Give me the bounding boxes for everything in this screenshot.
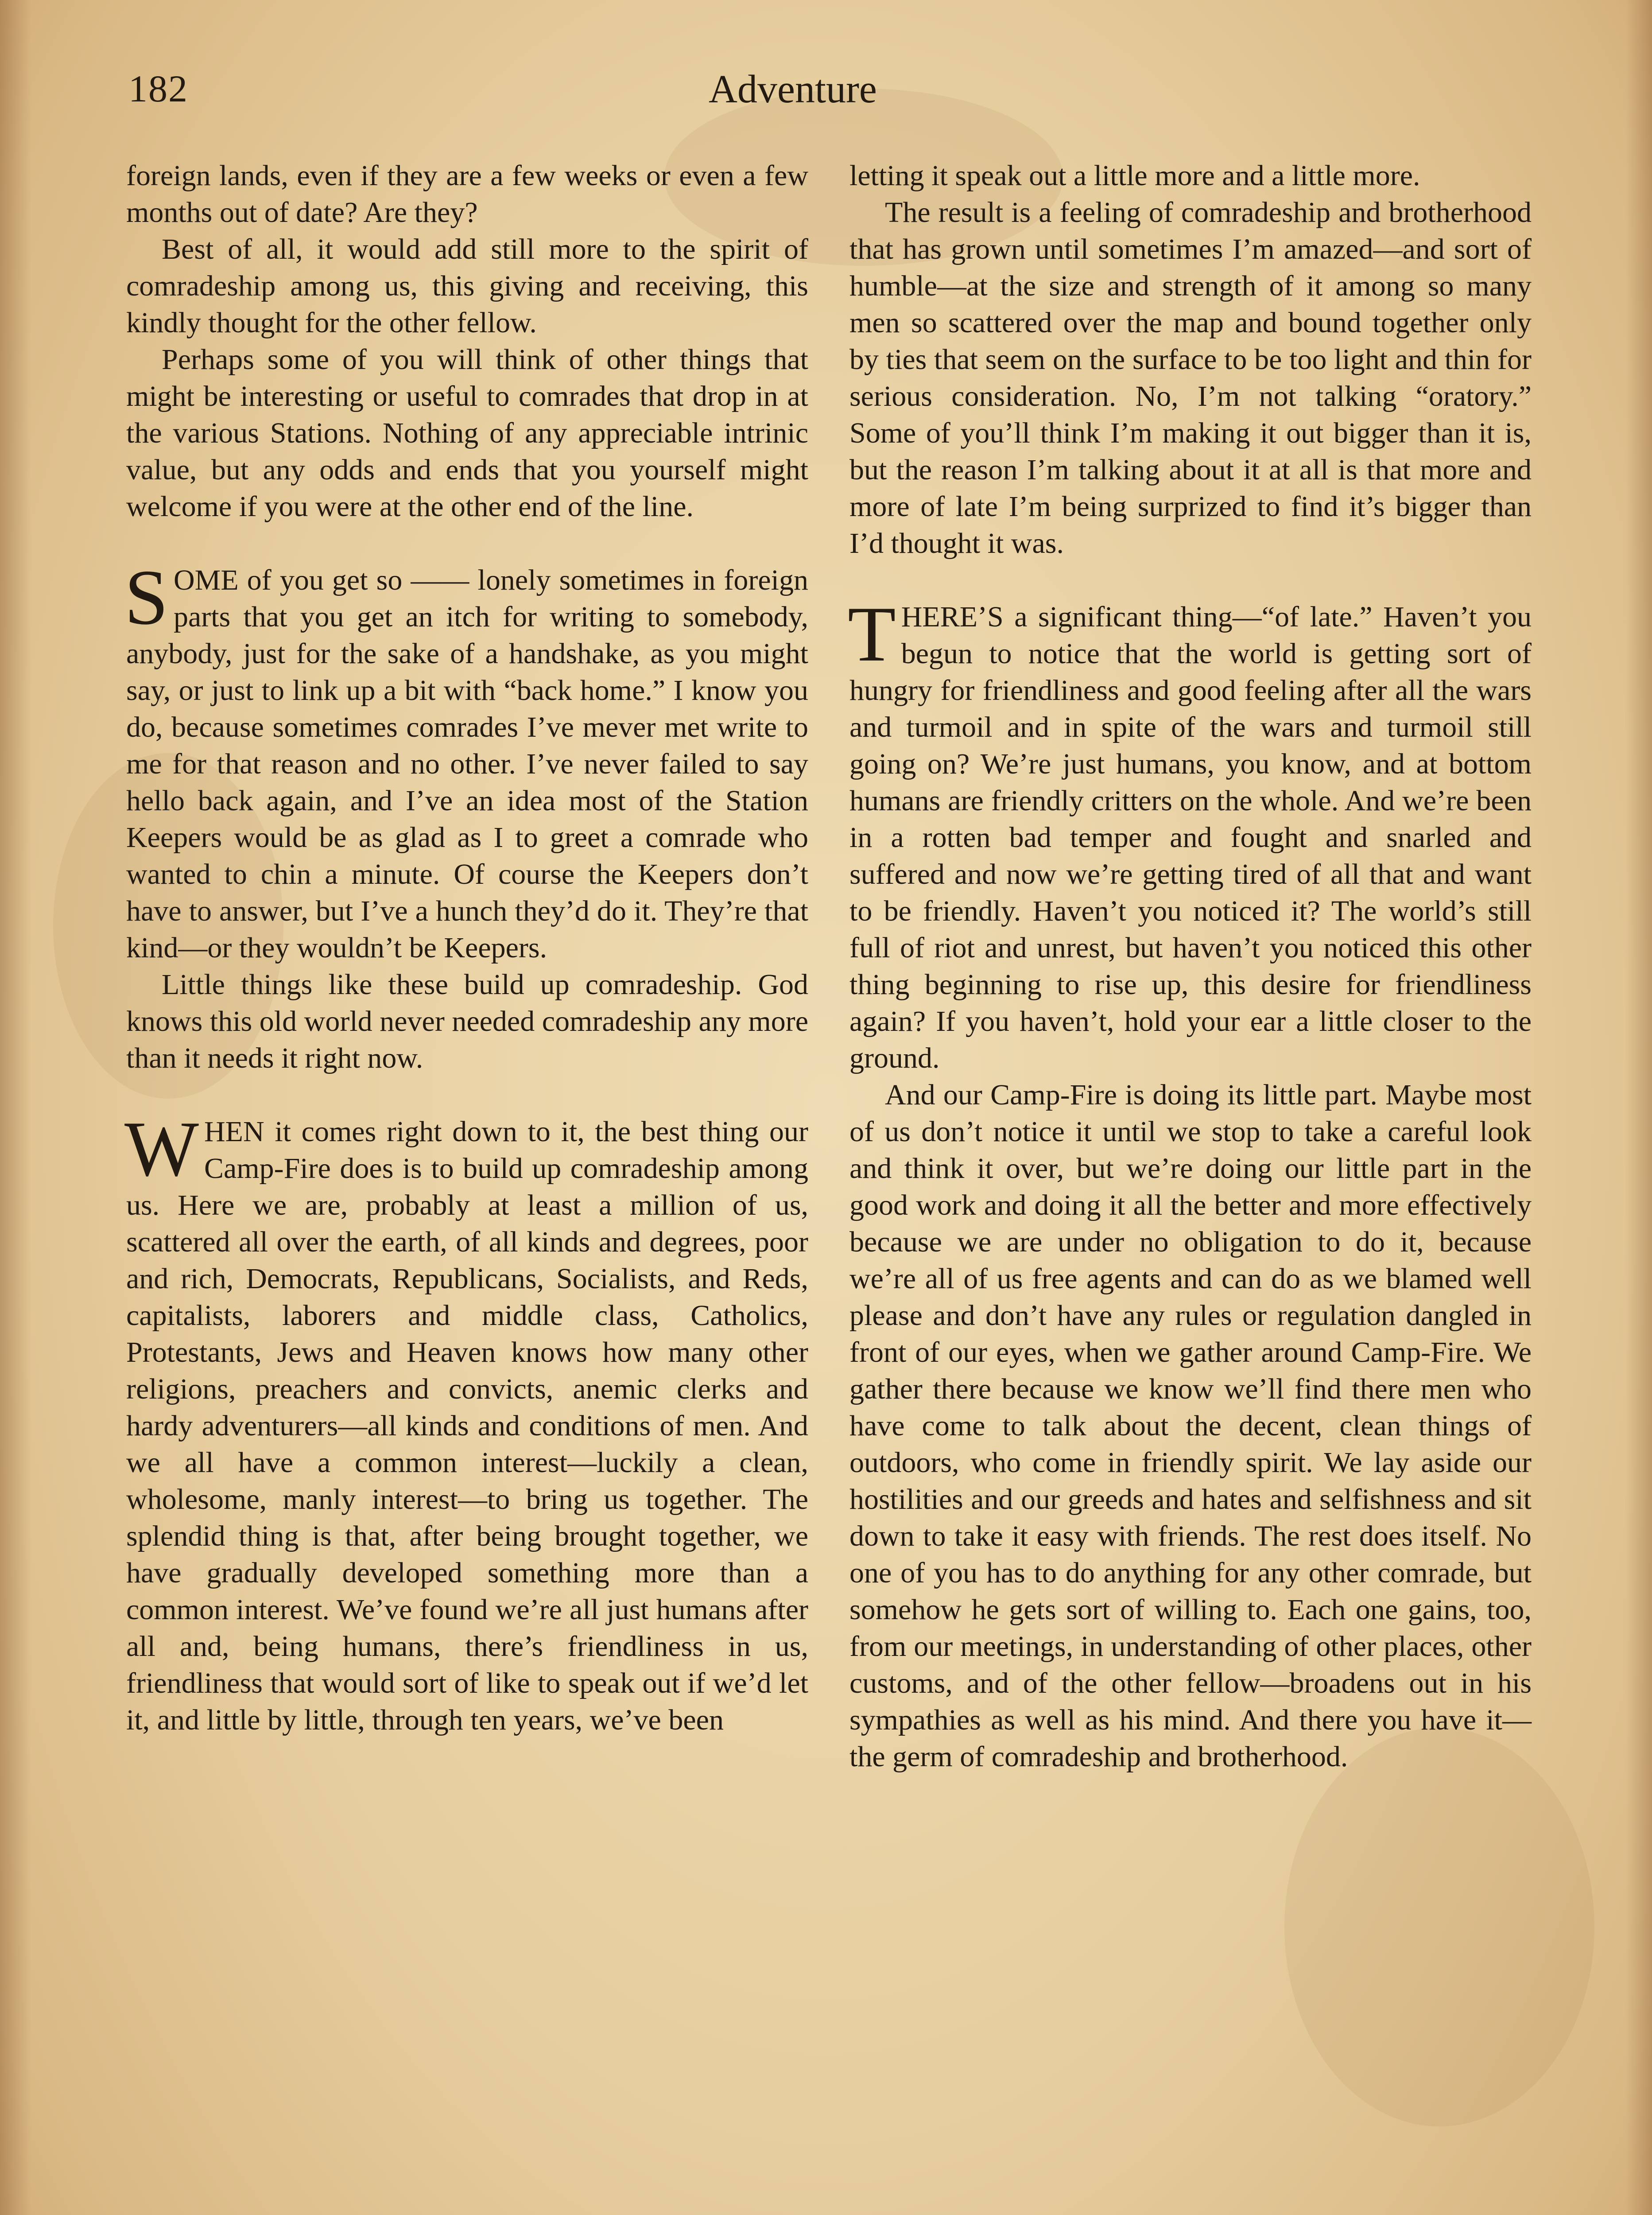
page-header (128, 66, 1546, 120)
drop-cap: S (124, 553, 168, 641)
section-paragraph (124, 553, 808, 966)
drop-cap: T (848, 590, 896, 678)
page-number: 182 (128, 67, 188, 110)
page-edge-shadow-left (0, 0, 31, 2215)
paper-stain (1284, 1728, 1594, 2126)
paragraph: letting it speak out a little more and a little more. (849, 159, 1420, 192)
paragraph: Little things like these build up comradeship. God knows this old world never needed comradeship any more than it needs it right now. (126, 968, 808, 1074)
section-paragraph (848, 590, 1532, 1076)
left-column (126, 157, 808, 1738)
section-text: HEN it comes right down to it, the best thing our Camp-Fire does is to build up comradeship among us. Here we are, probably at least a million of us, scattered all over the earth, of all kinds and degrees, poor and rich, Democrats, Republicans, Socialists, and Reds, capitalists, laborers and middle class, Catholics, Protestants, Jews and Heaven knows how many other religions, preachers and convicts, anemic clerks and hardy adventurers—all kinds and conditions of men. And we all have a common interest—luckily a clean, wholesome, manly interest—to bring us together. The splendid thing is that, after being brought together, we have gradually developed something more than a common interest. We’ve found we’re all just humans after all and, being humans, there’s friendliness in us, friendliness that would sort of like to speak out if we’d let it, and little by little, through ten years, we’ve been (126, 1115, 808, 1736)
paragraph: foreign lands, even if they are a few weeks or even a few months out of date? Are they? (126, 159, 808, 229)
drop-cap: W (124, 1105, 199, 1193)
running-head: Adventure (709, 67, 877, 111)
section-paragraph (124, 1105, 808, 1738)
section-text: HERE’S a significant thing—“of late.” Haven’t you begun to notice that the world is getting sort of hungry for friendliness and good feeling after all the wars and turmoil and in spite of the wars and turmoil still going on? We’re just humans, you know, and at bottom humans are friendly critters on the whole. And we’re been in a rotten bad temper and fought and snarled and suffered and now we’re getting tired of all that and want to be friendly. Haven’t you noticed it? The world’s still full of riot and unrest, but haven’t you noticed this other thing beginning to rise up, this desire for friendliness again? If you haven’t, hold your ear a little closer to the ground. (849, 601, 1532, 1074)
page-edge-shadow-right (1625, 0, 1652, 2215)
section-text: OME of you get so —— lonely sometimes in foreign parts that you get an itch for writing to somebody, anybody, just for the sake of a handshake, as you might say, or just to link up a bit with “back home.” I know you do, because sometimes comrades I’ve mever met write to me for that reason and no other. I’ve never failed to say hello back again, and I’ve an idea most of the Station Keepers would be as glad as I to greet a comrade who wanted to chin a minute. Of course the Keepers don’t have to answer, but I’ve a hunch they’d do it. They’re that kind—or they wouldn’t be Keepers. (126, 564, 808, 964)
right-column (849, 157, 1532, 1775)
paragraph: Perhaps some of you will think of other things that might be interesting or useful to comrades that drop in at the various Stations. Nothing of any appreciable intrinic value, but any odds and ends that you yourself might welcome if you were at the other end of the line. (126, 343, 808, 523)
paragraph: And our Camp-Fire is doing its little part. Maybe most of us don’t notice it until we stop to take a careful look and think it over, but we’re doing our little part in the good work and doing it all the better and more effectively because we are under no obligation to do it, because we’re all of us free agents and can do as we blamed well please and don’t have any rules or regulation dangled in front of our eyes, when we gather around Camp-Fire. We gather there because we know we’ll find there men who have come to talk about the decent, clean things of outdoors, who come in friendly spirit. We lay aside our hostilities and our greeds and hates and selfishness and sit down to take it easy with friends. The rest does itself. No one of you has to do anything for any other comrade, but somehow he gets sort of willing to. Each one gains, too, from our meetings, in understanding of other places, other customs, and of the other fellow—broadens out in his sympathies as well as his mind. And there you have it—the germ of comradeship and brotherhood. (849, 1079, 1532, 1773)
paragraph: Best of all, it would add still more to the spirit of comradeship among us, this giving and receiving, this kindly thought for the other fellow. (126, 233, 808, 339)
paragraph: The result is a feeling of comradeship and brotherhood that has grown until sometimes I’m amazed—and sort of humble—at the size and strength of it among so many men so scattered over the map and bound together only by ties that seem on the surface to be too light and thin for serious consideration. No, I’m not talking “oratory.” Some of you’ll think I’m making it out bigger than it is, but the reason I’m talking about it at all is that more and more of late I’m being surprized to find it’s bigger than I’d thought it was. (849, 196, 1532, 560)
